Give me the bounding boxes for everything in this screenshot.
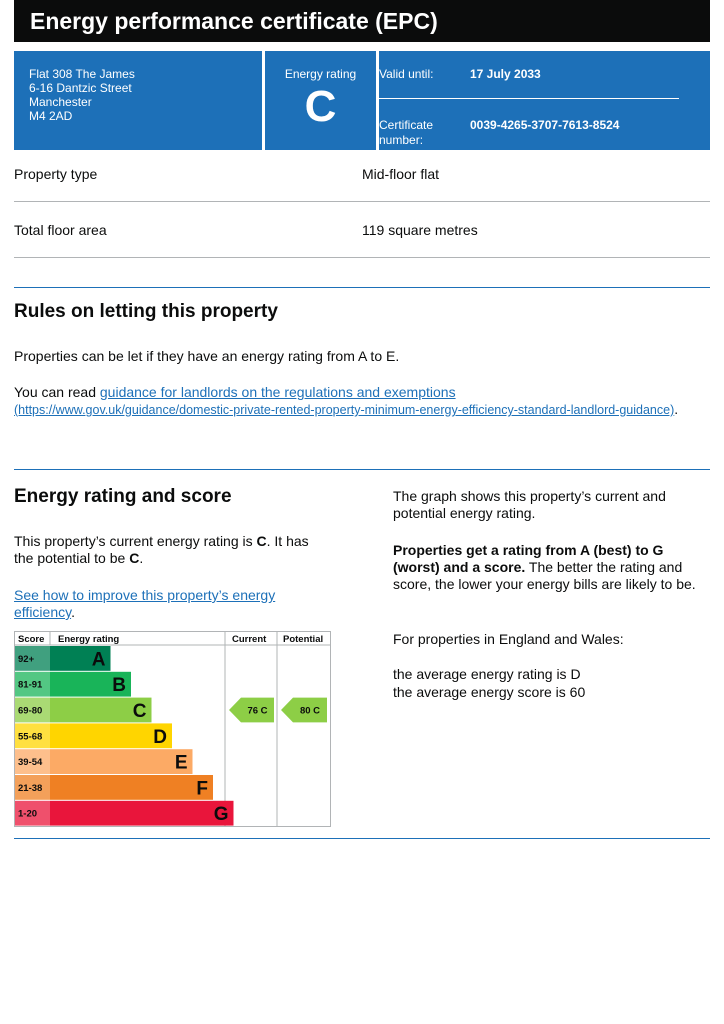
current-rating-mid: . It has the potential to be (14, 533, 309, 566)
band-score-label: 1-20 (18, 808, 38, 820)
floor-area-value: 119 square metres (362, 222, 478, 238)
valid-until-value: 17 July 2033 (470, 67, 541, 81)
band-score-label: 55-68 (18, 731, 43, 743)
band-letter: B (112, 675, 126, 697)
divider (379, 98, 679, 99)
floor-area-label: Total floor area (14, 222, 107, 238)
rating-explanation-bold: Properties get a rating from A (best) to G (worst) and a score. (393, 542, 664, 575)
energy-rating-chart-svg (14, 631, 331, 827)
rating-explanation-rest: The better the rating and score, the lower your energy bills are likely to be. (393, 559, 696, 592)
energy-rating-label: Energy rating (284, 67, 357, 81)
average-rating-text: the average energy rating is D (393, 666, 581, 682)
current-header: Current (232, 634, 267, 645)
property-type-label: Property type (14, 166, 98, 182)
certificate-number-label: Certificate number: (379, 118, 434, 147)
potential-rating-marker-label: 80 C (299, 705, 321, 717)
energy-rating-letter: C (304, 82, 337, 131)
section-divider (14, 469, 710, 470)
page-title: Energy performance certificate (EPC) (14, 0, 710, 42)
band-score-label: 39-54 (18, 757, 43, 769)
current-rating-marker-label: 76 C (247, 705, 268, 717)
potential-rating-letter: C (129, 550, 140, 566)
potential-header: Potential (283, 634, 324, 645)
band-letter: F (196, 778, 208, 800)
guidance-prefix: You can read (14, 384, 100, 400)
property-type-value: Mid-floor flat (362, 166, 440, 182)
address-line: Manchester (29, 95, 92, 109)
improve-paragraph (14, 587, 324, 621)
current-rating-letter: C (256, 533, 267, 549)
score-header: Score (18, 634, 45, 645)
certificate-summary (14, 51, 710, 150)
band-letter: C (132, 701, 147, 722)
current-rating-suffix: . (139, 550, 144, 566)
certificate-number-value: 0039-4265-3707-7613-8524 (470, 118, 620, 132)
address-line: M4 2AD (29, 109, 73, 123)
energy-rating-chart (14, 631, 331, 827)
current-rating-prefix: This property’s current energy rating is (14, 533, 257, 549)
guidance-suffix: . (674, 401, 679, 417)
band-bar-g (50, 801, 234, 826)
band-bar-f (50, 775, 213, 800)
rating-explanation (393, 542, 713, 593)
address-line: Flat 308 The James (29, 67, 135, 81)
section-divider (14, 838, 710, 839)
band-letter: D (153, 726, 167, 748)
address-line: 6-16 Dantzic Street (29, 81, 132, 95)
region-text: For properties in England and Wales: (393, 631, 624, 647)
section-divider (14, 287, 710, 288)
band-score-label: 21-38 (18, 782, 43, 794)
band-letter: A (91, 649, 106, 671)
band-letter: E (174, 752, 188, 774)
band-bar-e (50, 749, 193, 774)
guidance-paragraph (14, 384, 704, 419)
improve-efficiency-link[interactable]: See how to improve this property’s energy efficiency (14, 587, 276, 620)
rules-heading: Rules on letting this property (14, 301, 278, 322)
improve-suffix: . (71, 604, 75, 620)
landlord-guidance-link[interactable]: guidance for landlords on the regulations and exemptions (99, 384, 456, 400)
average-score-text: the average energy score is 60 (393, 684, 586, 700)
energy-rating-header: Energy rating (58, 634, 120, 645)
graph-description: The graph shows this property’s current and potential energy rating. (393, 488, 666, 521)
divider (14, 257, 710, 258)
band-score-label: 92+ (18, 653, 35, 665)
current-rating-paragraph (14, 533, 324, 567)
valid-until-label: Valid until: (379, 67, 434, 81)
energy-heading: Energy rating and score (14, 486, 232, 507)
band-letter: G (213, 804, 229, 826)
landlord-guidance-url-link[interactable]: (https://www.gov.uk/guidance/domestic-private-rented-property-minimum-energy-efficiency-standard-landlord-guidance) (14, 403, 675, 417)
property-address (29, 67, 135, 123)
divider (14, 201, 710, 202)
band-score-label: 69-80 (18, 705, 43, 717)
band-score-label: 81-91 (18, 679, 43, 691)
rules-paragraph: Properties can be let if they have an energy rating from A to E. (14, 348, 400, 364)
